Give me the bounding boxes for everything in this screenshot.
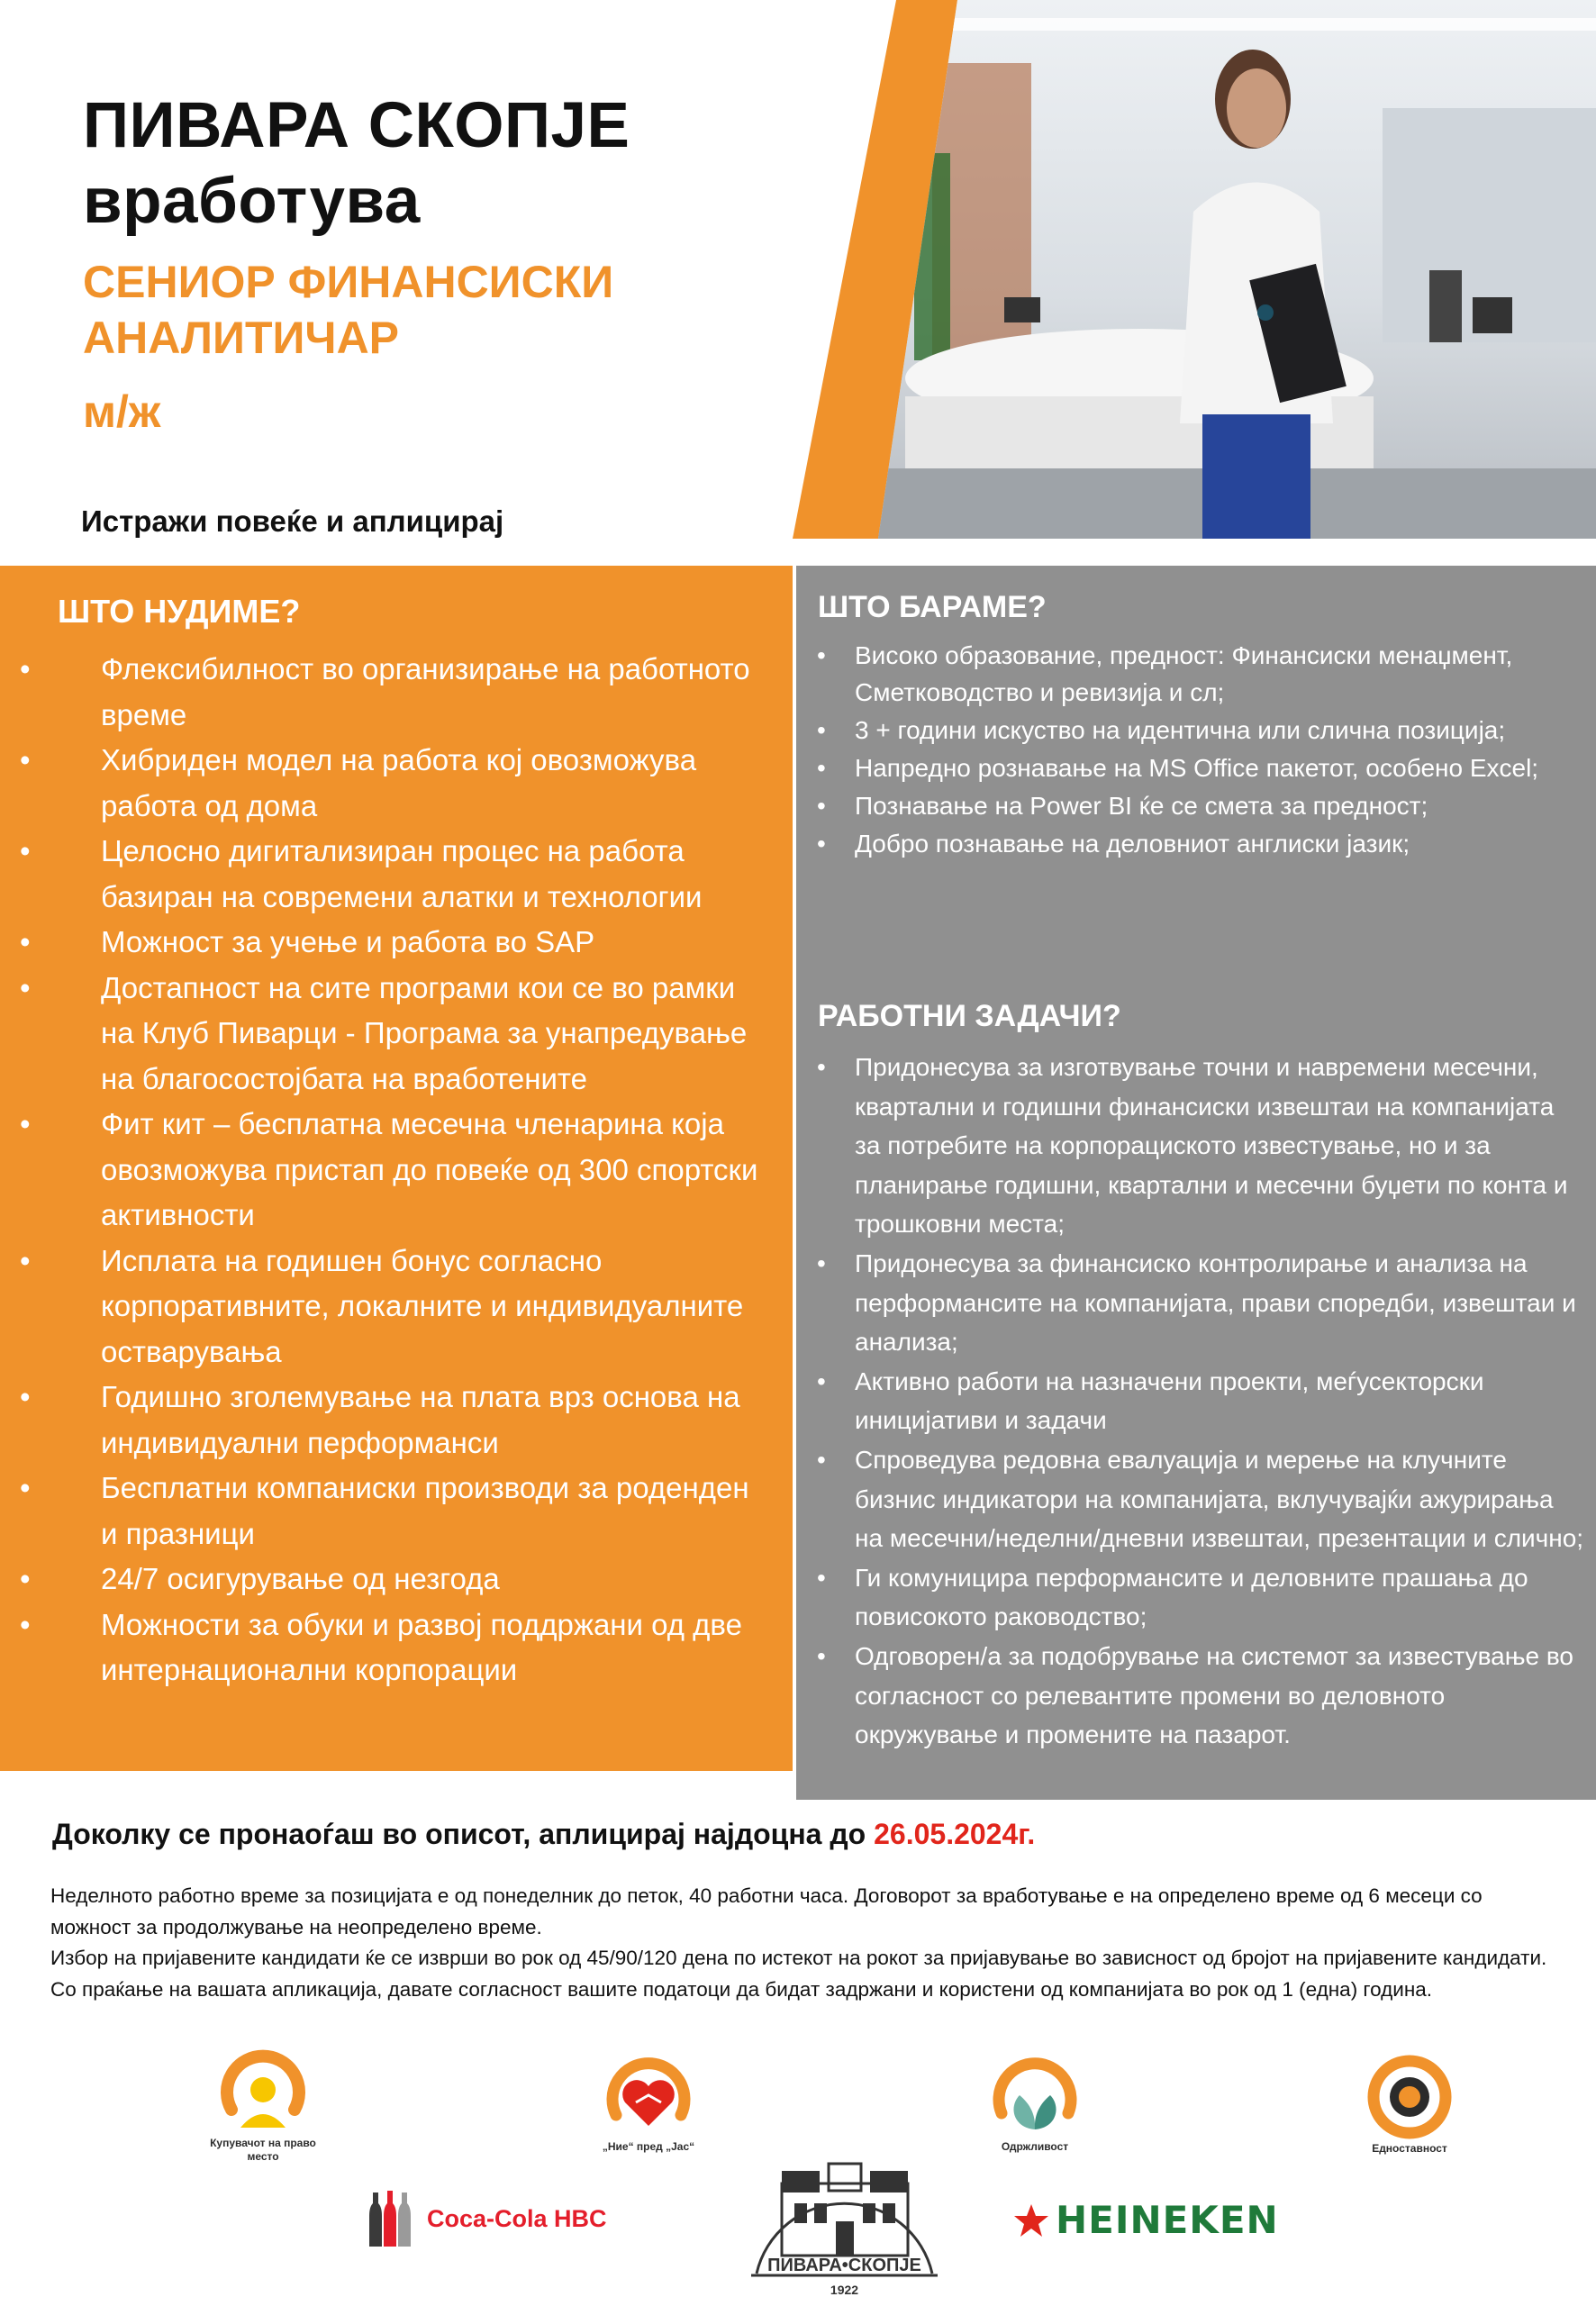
deadline-text: Доколку се пронаоѓаш во описот, аплицирај најдоцна до — [52, 1818, 875, 1850]
list-item: • Одговорен/а за подобрување на системот за известување во согласност со релевантите промени во деловното окружување и промените на пазарот. — [855, 1637, 1586, 1755]
title-company: ПИВАРА СКОПЈЕ — [83, 90, 630, 161]
list-item: • Напредно рознавање на MS Office пакетот, особено Excel; — [855, 749, 1584, 786]
job-role — [83, 254, 713, 366]
sustainability-caption: Одржливост — [1001, 2140, 1069, 2153]
offer-heading: ШТО НУДИМЕ? — [58, 593, 301, 630]
heineken-name: HEINEKEN — [1056, 2198, 1279, 2242]
page-title — [83, 88, 713, 240]
list-item: • Фит кит – бесплатна месечна членарина која овозможува пристап до повеќе од 300 спортски активности — [101, 1102, 767, 1239]
title-hiring: вработува — [83, 166, 421, 237]
list-item: • Добро познавање на деловниот англиски јазик; — [855, 825, 1584, 862]
heart-handshake-icon — [602, 2050, 695, 2140]
note-consent: Со праќање на вашата апликација, давате согласност вашите податоци да бидат задржани и користени од компанијата во рок од 1 (една) година. — [50, 1977, 1433, 2001]
simplicity-logo — [1351, 2052, 1468, 2156]
tasks-list — [855, 1048, 1586, 1755]
list-item: • Активно работи на назначени проекти, меѓусекторски иницијативи и задачи — [855, 1362, 1586, 1440]
job-role-line1: СЕНИОР ФИНАНСИСКИ — [83, 257, 614, 307]
explore-and-apply-link[interactable]: Истражи повеќе и аплицирај — [81, 504, 504, 538]
coca-cola-hbc-logo — [364, 2189, 607, 2248]
list-item: • Придонесува за финансиско контролирање и анализа на перформансите на компанијата, прави споредби, извештаи и анализа; — [855, 1244, 1586, 1362]
note-working-hours: Неделното работно време за позицијата е од понеделник до петок, 40 работни часа. Договорот за вработување е на определено време од 6 месеци со можност за продолжување на неопределено време. — [50, 1884, 1483, 1938]
customer-value-logo — [200, 2047, 326, 2164]
offer-list — [101, 647, 767, 1693]
list-item: • Целосно дигитализиран процес на работа базиран на современи алатки и технологии — [101, 829, 767, 920]
coca-cola-hbc-name: Coca-Cola HBC — [427, 2204, 607, 2232]
list-item: • Исплата на годишен бонус согласно корпоративните, локалните и индивидуалните остварувања — [101, 1239, 767, 1375]
heineken-logo — [1012, 2198, 1279, 2242]
gender-label: м/ж — [83, 386, 161, 437]
list-item: • Придонесува за изготвување точни и навремени месечни, квартални и годишни финансиски извештаи на компанијата за потребите на корпорацискoто известување, но и за планирање годишни, квартални и месечни буџети по конта и трошковни места; — [855, 1048, 1586, 1244]
pivara-skopje-name: ПИВАРА•СКОПЈЕ — [767, 2256, 921, 2275]
simplicity-caption: Едноставност — [1372, 2142, 1447, 2155]
list-item: • Хибриден модел на работа кој овозможува работа од дома — [101, 738, 767, 829]
deadline-date: 26.05.2024г. — [874, 1818, 1036, 1850]
list-item: • Спроведува редовна евалуација и мерење на клучните бизнис индикатори на компанијата, вклучувајќи ажурирања на месечни/неделни/дневни извештаи, презентации и слично; — [855, 1440, 1586, 1558]
tasks-heading: РАБОТНИ ЗАДАЧИ? — [818, 999, 1121, 1033]
leaves-icon — [985, 2050, 1084, 2140]
requirements-heading: ШТО БАРАМЕ? — [818, 590, 1047, 624]
red-star-icon — [1012, 2202, 1050, 2238]
sustainability-logo — [976, 2050, 1093, 2154]
pivara-skopje-year: 1922 — [830, 2283, 859, 2297]
job-role-line2: АНАЛИТИЧАР — [83, 313, 400, 363]
list-item: • 24/7 осигурување од незгода — [101, 1557, 767, 1602]
list-item: • Можности за обуки и развој поддржани од две интернационални корпорации — [101, 1602, 767, 1693]
we-before-me-logo — [594, 2050, 703, 2154]
target-icon — [1363, 2052, 1456, 2142]
list-item: • Ги комуницира перформансите и деловните прашања до повисокото раководство; — [855, 1558, 1586, 1637]
pivara-skopje-logo — [748, 2138, 941, 2301]
bottles-icon — [364, 2189, 416, 2248]
customer-caption: Купувачот на право место — [210, 2137, 316, 2163]
list-item: • Флексибилност во организирање на работното време — [101, 647, 767, 738]
list-item: • Годишно зголемување на плата врз основа на индивидуални перформанси — [101, 1375, 767, 1466]
note-selection: Избор на пријавените кандидати ќе се изврши во рок од 45/90/120 дена по истекот на рокот за пријавување во зависност од бројот на пријавените кандидати. — [50, 1947, 1547, 1969]
list-item: • Бесплатни компаниски производи за роденден и празници — [101, 1466, 767, 1557]
terms-notes — [50, 1881, 1564, 2005]
list-item: • Познавање на Power BI ќе се смета за предност; — [855, 787, 1584, 824]
office-photo — [878, 0, 1596, 539]
we-before-me-caption: „Ние“ пред „Јас“ — [602, 2140, 695, 2153]
requirements-list — [855, 637, 1584, 863]
apply-deadline — [52, 1818, 1035, 1851]
customer-icon — [213, 2047, 313, 2137]
list-item: • Високо образование, предност: Финансиски менаџмент, Сметководство и ревизија и сл; — [855, 637, 1584, 711]
list-item: • Можност за учење и работа во SAP — [101, 920, 767, 966]
list-item: • 3 + години искуство на идентична или слична позиција; — [855, 712, 1584, 749]
list-item: • Достапност на сите програми кои се во рамки на Клуб Пиварци - Програма за унапредување на благосостојбата на вработените — [101, 966, 767, 1103]
brewery-building-icon — [748, 2138, 941, 2301]
